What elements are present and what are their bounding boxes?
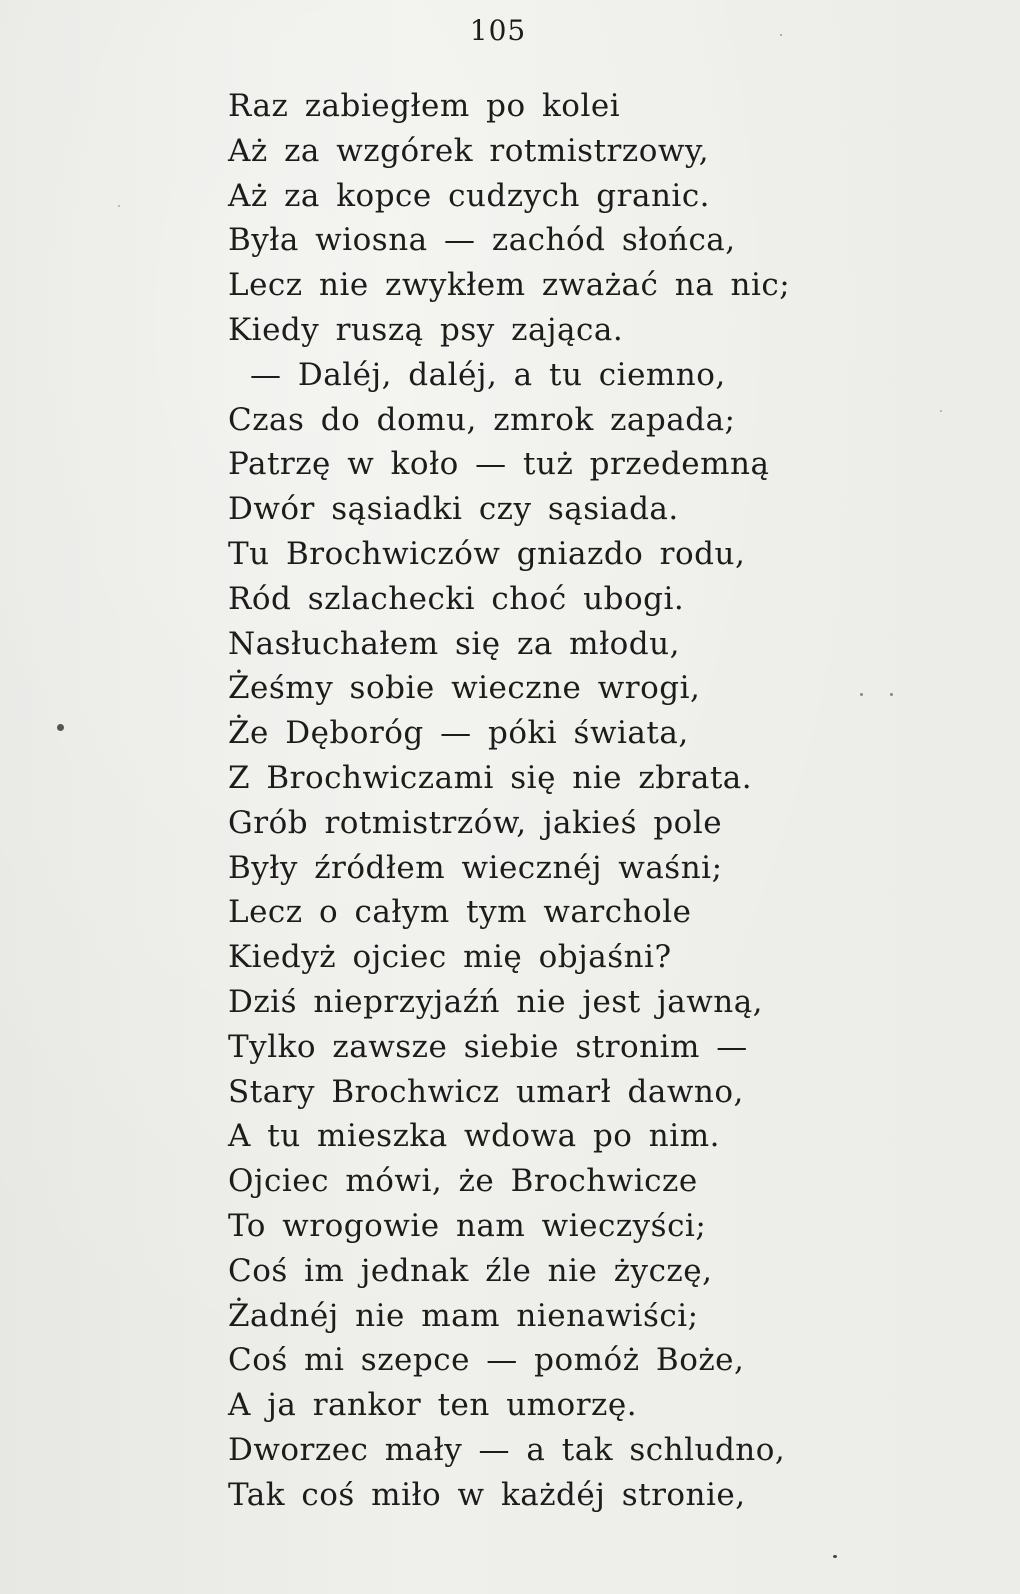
paper-speck xyxy=(940,410,942,412)
poem-line: Aż za kopce cudzych granic. xyxy=(228,177,711,214)
poem-line: Czas do domu, zmrok zapada; xyxy=(228,401,736,438)
poem-line: — Daléj, daléj, a tu ciemno, xyxy=(250,356,726,393)
poem-line: Tylko zawsze siebie stronim — xyxy=(228,1028,748,1065)
poem-line: Żeśmy sobie wieczne wrogi, xyxy=(228,670,701,707)
poem-line: Ród szlachecki choć ubogi. xyxy=(228,580,685,617)
paper-speck xyxy=(780,34,782,36)
poem-line: Żadnéj nie mam nienawiści; xyxy=(228,1297,699,1334)
poem-text xyxy=(228,84,790,1518)
poem-line: Kiedy ruszą psy zająca. xyxy=(228,311,624,348)
poem-line: Z Brochwiczami się nie zbrata. xyxy=(228,759,753,796)
page-number: 105 xyxy=(469,14,527,47)
poem-line: To wrogowie nam wieczyści; xyxy=(228,1207,707,1244)
poem-line: Że Dęboróg — póki świata, xyxy=(228,715,689,752)
poem-line: Były źródłem wiecznéj waśni; xyxy=(228,849,723,886)
poem-line: Kiedyż ojciec mię objaśni? xyxy=(228,939,672,976)
poem-line: Była wiosna — zachód słońca, xyxy=(228,222,736,259)
paper-speck xyxy=(890,693,893,696)
poem-line: Lecz nie zwykłem zważać na nic; xyxy=(228,267,791,304)
poem-line: Ojciec mówi, że Brochwicze xyxy=(228,1163,698,1200)
poem-line: A ja rankor ten umorzę. xyxy=(228,1387,638,1424)
paper-speck xyxy=(860,693,863,696)
poem-line: A tu mieszka wdowa po nim. xyxy=(228,1118,720,1155)
poem-line: Stary Brochwicz umarł dawno, xyxy=(228,1073,744,1110)
poem-line: Patrzę w koło — tuż przedemną xyxy=(228,446,770,483)
poem-line: Nasłuchałem się za młodu, xyxy=(228,625,680,662)
poem-line: Tak coś miło w każdéj stronie, xyxy=(228,1476,746,1513)
poem-line: Dziś nieprzyjaźń nie jest jawną, xyxy=(228,983,764,1020)
poem-line: Tu Brochwiczów gniazdo rodu, xyxy=(228,535,746,572)
paper-speck xyxy=(57,724,64,731)
poem-line: Aż za wzgórek rotmistrzowy, xyxy=(228,132,710,169)
poem-line: Coś mi szepce — pomóż Boże, xyxy=(228,1342,745,1379)
paper-speck xyxy=(833,1555,837,1558)
poem-line: Coś im jednak źle nie życzę, xyxy=(228,1252,713,1289)
poem-line: Lecz o całym tym warchole xyxy=(228,894,692,931)
paper-speck xyxy=(118,205,120,207)
poem-line: Grób rotmistrzów, jakieś pole xyxy=(228,804,723,841)
poem-line: Raz zabiegłem po kolei xyxy=(228,88,621,124)
poem-line: Dwór sąsiadki czy sąsiada. xyxy=(228,491,679,528)
poem-line: Dworzec mały — a tak schludno, xyxy=(228,1431,786,1468)
